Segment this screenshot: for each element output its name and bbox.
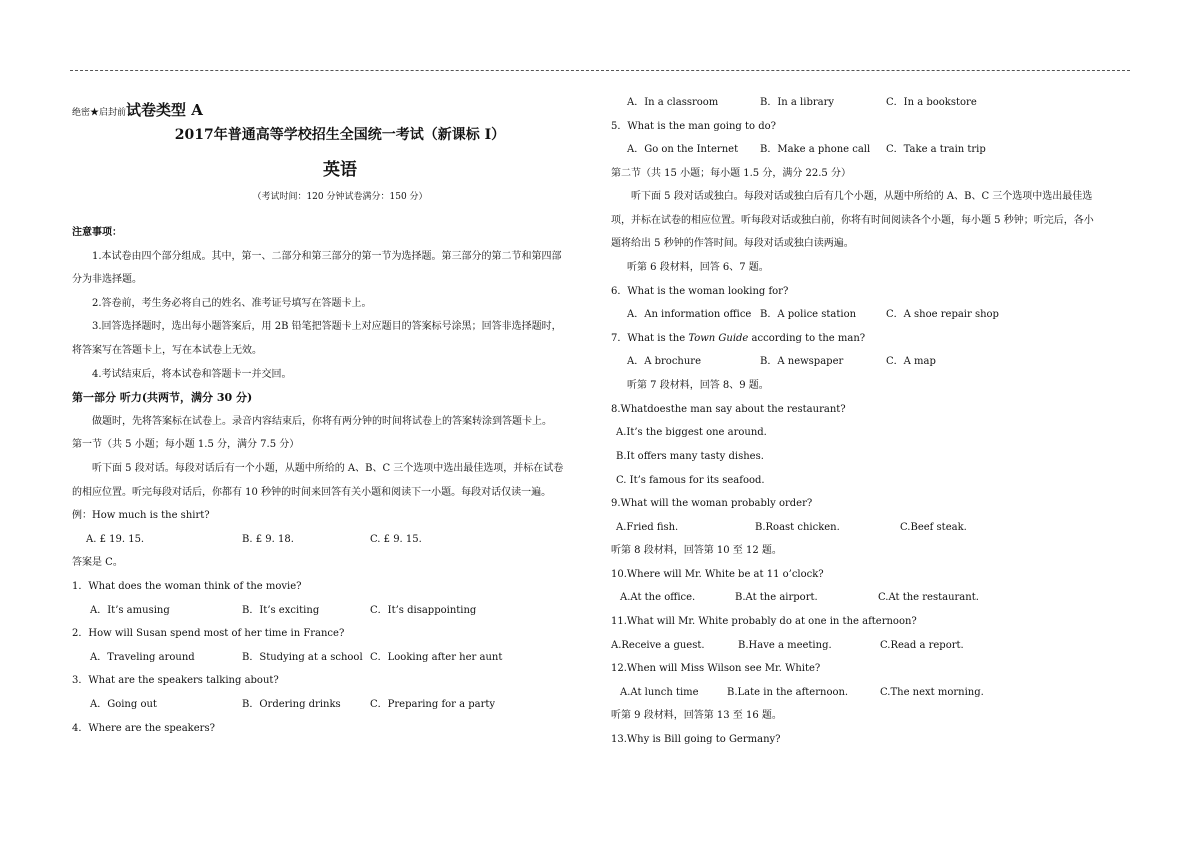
example-option-a: A. £ 19. 15. [86, 534, 145, 545]
section1-instructions: 听下面 5 段对话。每段对话后有一个小题，从题中所给的 A、B、C 三个选项中选出最佳选项，并标在试卷 [92, 463, 564, 474]
confidential-label: 绝密★启封前 [72, 108, 127, 118]
q4-option-a: A．In a classroom [627, 97, 719, 108]
q10-option-b: B.At the airport. [735, 592, 818, 603]
q7-text-post: according to the man? [748, 333, 866, 344]
question-3: 3．What are the speakers talking about? [72, 675, 279, 686]
note-1-cont: 分为非选择题。 [72, 274, 142, 285]
q1-option-b: B．It’s exciting [242, 605, 320, 616]
question-10: 10.Where will Mr. White be at 11 o’clock? [611, 569, 824, 580]
q12-option-b: B.Late in the afternoon. [727, 687, 849, 698]
question-1: 1．What does the woman think of the movie? [72, 581, 302, 592]
example-question: 例：How much is the shirt? [72, 510, 210, 521]
q3-option-c: C．Preparing for a party [370, 699, 496, 710]
q7-text-pre: 7．What is the [611, 333, 689, 344]
question-13: 13.Why is Bill going to Germany? [611, 734, 781, 745]
question-12: 12.When will Miss Wilson see Mr. White? [611, 663, 821, 674]
example-answer: 答案是 C。 [72, 557, 123, 568]
section2-instructions-cont-1: 项，并标在试卷的相应位置。听每段对话或独白前，你将有时间阅读各个小题，每小题 5 秒钟；听完后，各小 [611, 215, 1094, 226]
q1-option-a: A．It’s amusing [90, 605, 170, 616]
q5-option-b: B．Make a phone call [760, 144, 871, 155]
section2-instructions-cont-2: 题将给出 5 秒钟的作答时间。每段对话或独白读两遍。 [611, 238, 854, 249]
material-9-note: 听第 9 段材料，回答第 13 至 16 题。 [611, 710, 782, 721]
q6-option-a: A．An information office [627, 309, 752, 320]
section2-heading: 第二节（共 15 小题；每小题 1.5 分，满分 22.5 分） [611, 168, 851, 179]
part1-heading: 第一部分 听力(共两节，满分 30 分) [72, 391, 253, 404]
q9-option-b: B.Roast chicken. [755, 522, 840, 533]
example-option-b: B. £ 9. 18. [242, 534, 294, 545]
question-8: 8.Whatdoesthe man say about the restaurant? [611, 404, 846, 415]
q5-option-c: C．Take a train trip [886, 144, 986, 155]
top-dashed-rule [70, 70, 1130, 71]
q12-option-a: A.At lunch time [620, 687, 699, 698]
q8-option-c: C. It’s famous for its seafood. [616, 475, 765, 486]
q9-option-a: A.Fried fish. [616, 522, 679, 533]
q12-option-c: C.The next morning. [880, 687, 984, 698]
part1-intro: 做题时，先将答案标在试卷上。录音内容结束后，你将有两分钟的时间将试卷上的答案转涂到答题卡上。 [92, 416, 552, 427]
q11-option-c: C.Read a report. [880, 640, 964, 651]
material-6-note: 听第 6 段材料，回答 6、7 题。 [627, 262, 769, 273]
material-7-note: 听第 7 段材料，回答 8、9 题。 [627, 380, 769, 391]
q2-option-a: A．Traveling around [90, 652, 195, 663]
note-4: 4.考试结束后，将本试卷和答题卡一并交回。 [92, 369, 292, 380]
question-2: 2．How will Susan spend most of her time in France? [72, 628, 345, 639]
q4-option-b: B．In a library [760, 97, 835, 108]
material-8-note: 听第 8 段材料，回答第 10 至 12 题。 [611, 545, 782, 556]
q2-option-b: B．Studying at a school [242, 652, 363, 663]
section2-instructions: 听下面 5 段对话或独白。每段对话或独白后有几个小题，从题中所给的 A、B、C 三个选项中选出最佳选 [631, 191, 1093, 202]
question-11: 11.What will Mr. White probably do at one in the afternoon? [611, 616, 917, 627]
q11-option-b: B.Have a meeting. [738, 640, 832, 651]
subject-title: 英语 [323, 160, 357, 180]
question-9: 9.What will the woman probably order? [611, 498, 813, 509]
note-2: 2.答卷前，考生务必将自己的姓名、准考证号填写在答题卡上。 [92, 298, 372, 309]
q7-text-italic: Town Guide [688, 333, 749, 344]
q8-option-b: B.It offers many tasty dishes. [616, 451, 764, 462]
q9-option-c: C.Beef steak. [900, 522, 967, 533]
q7-option-a: A．A brochure [627, 356, 702, 367]
note-3-cont: 将答案写在答题卡上，写在本试卷上无效。 [72, 345, 262, 356]
q3-option-b: B．Ordering drinks [242, 699, 341, 710]
section1-instructions-cont: 的相应位置。听完每段对话后，你都有 10 秒钟的时间来回答有关小题和阅读下一小题。每段对话仅读一遍。 [72, 487, 552, 498]
exam-time-note: （考试时间：120 分钟试卷满分：150 分） [252, 192, 428, 202]
q8-option-a: A.It’s the biggest one around. [616, 427, 767, 438]
notes-heading: 注意事项： [72, 227, 122, 238]
q5-option-a: A．Go on the Internet [627, 144, 739, 155]
note-3: 3.回答选择题时，选出每小题答案后，用 2B 铅笔把答题卡上对应题目的答案标号涂黑；回答非选择题时， [92, 321, 562, 332]
q7-option-b: B．A newspaper [760, 356, 844, 367]
exam-title: 2017年普通高等学校招生全国统一考试（新课标 I） [174, 127, 506, 143]
header-line [72, 100, 203, 123]
question-7 [611, 332, 865, 346]
paper-type: 试卷类型 A [126, 101, 203, 119]
q1-option-c: C．It’s disappointing [370, 605, 477, 616]
q10-option-c: C.At the restaurant. [878, 592, 979, 603]
q2-option-c: C．Looking after her aunt [370, 652, 503, 663]
note-1: 1.本试卷由四个部分组成。其中，第一、二部分和第三部分的第一节为选择题。第三部分的第二节和第四部 [92, 251, 562, 262]
section1-heading: 第一节（共 5 小题；每小题 1.5 分，满分 7.5 分） [72, 439, 300, 450]
question-4: 4．Where are the speakers? [72, 723, 215, 734]
example-option-c: C. £ 9. 15. [370, 534, 422, 545]
q4-option-c: C．In a bookstore [886, 97, 977, 108]
q6-option-c: C．A shoe repair shop [886, 309, 999, 320]
question-5: 5．What is the man going to do? [611, 121, 777, 132]
q6-option-b: B．A police station [760, 309, 857, 320]
q10-option-a: A.At the office. [620, 592, 696, 603]
q11-option-a: A.Receive a guest. [611, 640, 705, 651]
question-6: 6．What is the woman looking for? [611, 286, 789, 297]
q7-option-c: C．A map [886, 356, 936, 367]
q3-option-a: A．Going out [90, 699, 157, 710]
